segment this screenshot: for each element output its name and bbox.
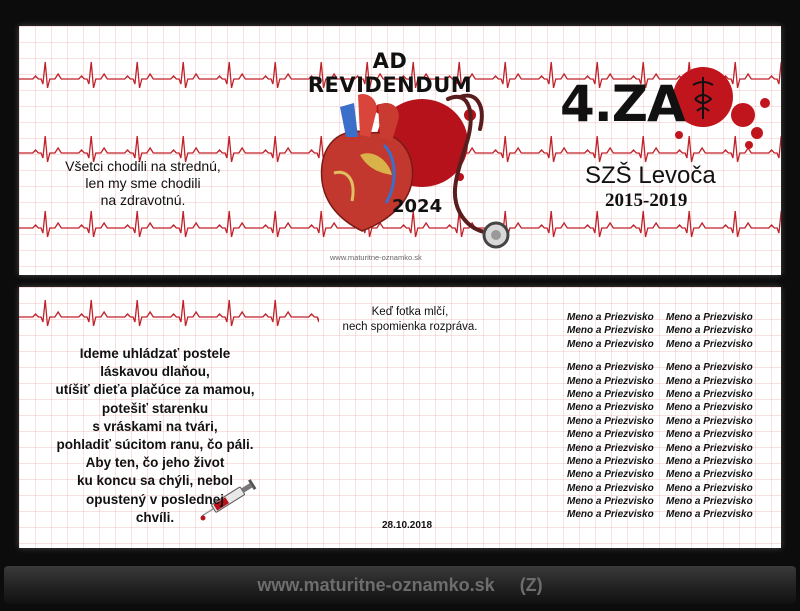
student-name: Meno a Priezvisko bbox=[567, 362, 654, 374]
poem-line: Ideme uhládzať postele bbox=[79, 346, 231, 361]
poem-line: pohladiť súcitom ranu, čo páli. bbox=[56, 437, 254, 453]
poem-line: ku koncu sa chýli, nebol bbox=[76, 473, 234, 489]
student-name: Meno a Priezvisko bbox=[666, 482, 753, 494]
footer-watermark: www.maturitne-oznamko.sk (Z) bbox=[257, 575, 543, 595]
student-name: Meno a Priezvisko bbox=[567, 429, 654, 441]
poem-line: utíšiť dieťa plačúce za mamou, bbox=[55, 382, 255, 398]
front-tagline bbox=[48, 158, 238, 209]
student-name: Meno a Priezvisko bbox=[567, 442, 654, 454]
banner-title: AD REVIDENDUM bbox=[307, 49, 473, 97]
back-quote bbox=[335, 305, 485, 335]
student-name: Meno a Priezvisko bbox=[666, 312, 753, 323]
student-name: Meno a Priezvisko bbox=[666, 429, 753, 441]
student-name: Meno a Priezvisko bbox=[567, 455, 654, 467]
poem-line: potešiť starenku bbox=[101, 400, 209, 416]
student-name: Meno a Priezvisko bbox=[666, 509, 753, 521]
heart-stethoscope-illustration bbox=[300, 85, 530, 260]
poem bbox=[40, 345, 270, 527]
names-column-2 bbox=[666, 311, 753, 522]
poem-line: Aby ten, čo jeho život bbox=[85, 455, 225, 471]
student-name: Meno a Priezvisko bbox=[567, 312, 654, 323]
class-name: 4.ZA bbox=[560, 75, 685, 133]
student-name: Meno a Priezvisko bbox=[666, 362, 753, 374]
front-watermark: www.maturitne-oznamko.sk bbox=[330, 253, 422, 262]
school-years: 2015-2019 bbox=[605, 190, 688, 211]
student-name: Meno a Priezvisko bbox=[567, 325, 654, 337]
student-name: Meno a Priezvisko bbox=[666, 402, 753, 414]
quote-line: Keď fotka mlčí, bbox=[371, 306, 449, 318]
poem-line: s vráskami na tvári, bbox=[92, 418, 218, 434]
student-name: Meno a Priezvisko bbox=[666, 375, 753, 387]
tagline-line: len my sme chodili bbox=[85, 175, 201, 191]
student-name: Meno a Priezvisko bbox=[666, 455, 753, 467]
student-name: Meno a Priezvisko bbox=[567, 338, 654, 350]
student-name: Meno a Priezvisko bbox=[666, 496, 753, 508]
student-name: Meno a Priezvisko bbox=[567, 388, 654, 400]
student-name: Meno a Priezvisko bbox=[666, 325, 753, 337]
poem-line: opustený v poslednej bbox=[85, 491, 225, 507]
student-name: Meno a Priezvisko bbox=[567, 496, 654, 508]
student-name: Meno a Priezvisko bbox=[666, 469, 753, 481]
names-column-1 bbox=[567, 311, 654, 522]
student-name: Meno a Priezvisko bbox=[567, 469, 654, 481]
school-name: SZŠ Levoča bbox=[585, 162, 716, 189]
student-name: Meno a Priezvisko bbox=[567, 482, 654, 494]
student-name: Meno a Priezvisko bbox=[567, 415, 654, 427]
footer-bar bbox=[4, 566, 796, 604]
poem-line: láskavou dlaňou, bbox=[100, 364, 210, 380]
student-name: Meno a Priezvisko bbox=[567, 402, 654, 414]
poem-line: chvíli. bbox=[135, 509, 175, 525]
student-name: Meno a Priezvisko bbox=[666, 388, 753, 400]
student-name: Meno a Priezvisko bbox=[666, 415, 753, 427]
student-name: Meno a Priezvisko bbox=[567, 509, 654, 521]
student-name: Meno a Priezvisko bbox=[567, 375, 654, 387]
tagline-line: na zdravotnú. bbox=[100, 192, 186, 208]
ecg-trace bbox=[19, 300, 319, 326]
tagline-line: Všetci chodili na strednú, bbox=[65, 158, 221, 174]
ceremony-date: 28.10.2018 bbox=[382, 520, 433, 531]
student-name: Meno a Priezvisko bbox=[666, 442, 753, 454]
student-name: Meno a Priezvisko bbox=[666, 338, 753, 350]
ecg-line-back bbox=[19, 295, 319, 335]
badge-year: 2024 bbox=[392, 196, 443, 217]
quote-line: nech spomienka rozpráva. bbox=[342, 321, 478, 333]
blood-splatter-icon bbox=[673, 67, 770, 149]
